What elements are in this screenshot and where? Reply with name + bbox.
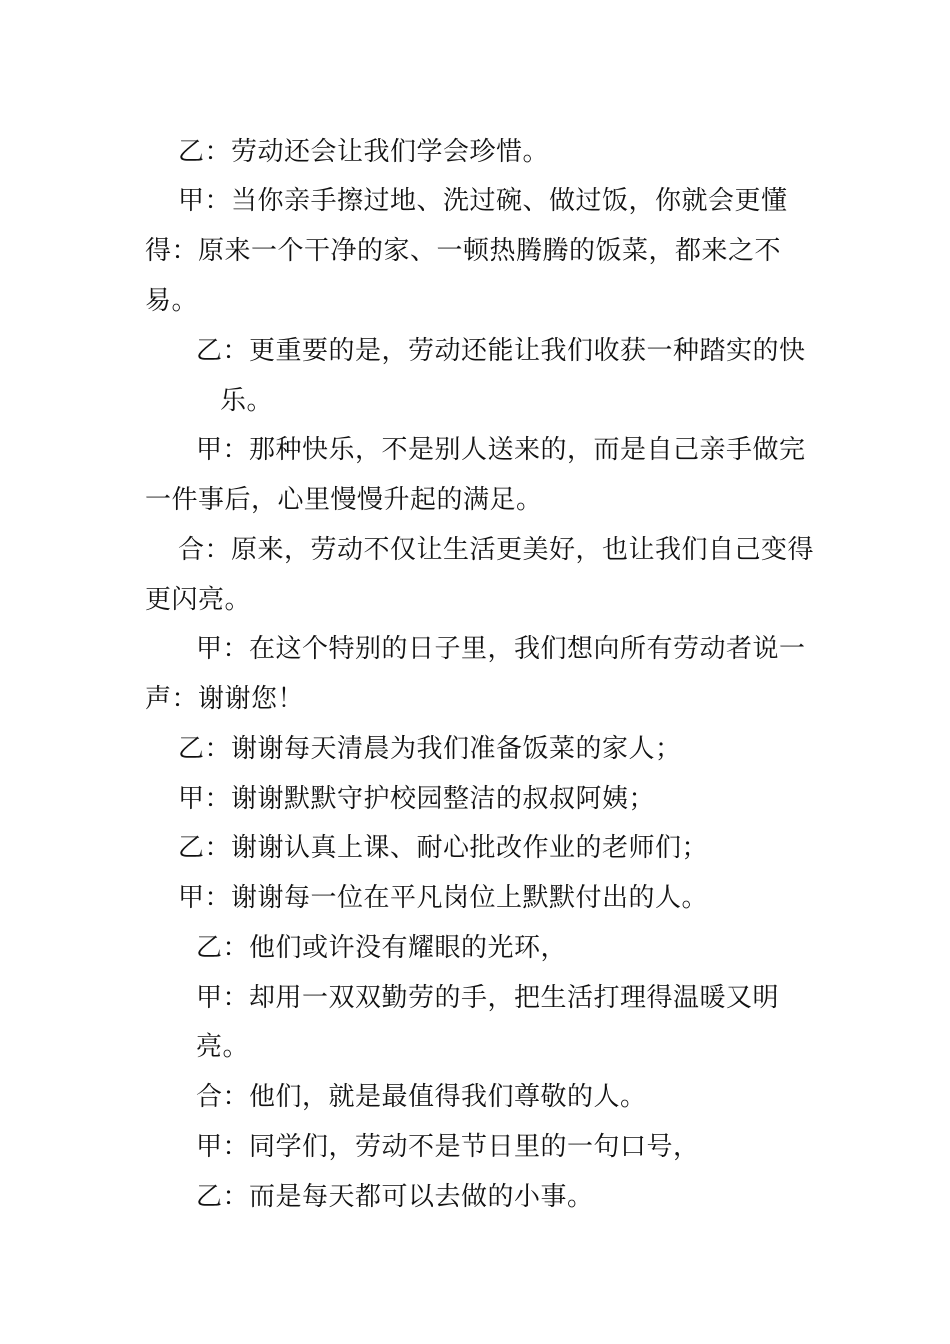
text-line: 甲：谢谢每一位在平凡岗位上默默付出的人。 [178, 883, 709, 913]
text-line: 乙：谢谢认真上课、耐心批改作业的老师们； [178, 833, 709, 863]
text-line: 甲：同学们，劳动不是节日里的一句口号， [196, 1132, 700, 1162]
text-line: 一件事后，心里慢慢升起的满足。 [145, 485, 543, 515]
text-line: 乙：而是每天都可以去做的小事。 [196, 1182, 594, 1212]
text-line: 甲：当你亲手擦过地、洗过碗、做过饭，你就会更懂 [178, 186, 788, 216]
text-line: 乙：谢谢每天清晨为我们准备饭菜的家人； [178, 734, 682, 764]
text-line: 甲：谢谢默默守护校园整洁的叔叔阿姨； [178, 784, 656, 814]
text-line: 甲：在这个特别的日子里，我们想向所有劳动者说一 [196, 634, 806, 664]
text-line: 合：原来，劳动不仅让生活更美好，也让我们自己变得 [178, 535, 815, 565]
text-line: 乐。 [220, 386, 274, 416]
text-line: 甲：却用一双双勤劳的手，把生活打理得温暖又明 [196, 983, 780, 1013]
text-line: 甲：那种快乐，不是别人送来的，而是自己亲手做完 [196, 435, 806, 465]
text-line: 更闪亮。 [145, 585, 252, 615]
text-line: 乙：他们或许没有耀眼的光环， [196, 933, 568, 963]
text-line: 声：谢谢您！ [145, 684, 305, 714]
text-line: 得：原来一个干净的家、一顿热腾腾的饭菜，都来之不 [145, 236, 782, 266]
text-line: 合：他们，就是最值得我们尊敬的人。 [196, 1082, 647, 1112]
text-line: 乙：更重要的是，劳动还能让我们收获一种踏实的快 [196, 336, 806, 366]
text-line: 亮。 [196, 1032, 250, 1062]
text-line: 乙：劳动还会让我们学会珍惜。 [178, 137, 550, 167]
text-line: 易。 [145, 286, 199, 316]
